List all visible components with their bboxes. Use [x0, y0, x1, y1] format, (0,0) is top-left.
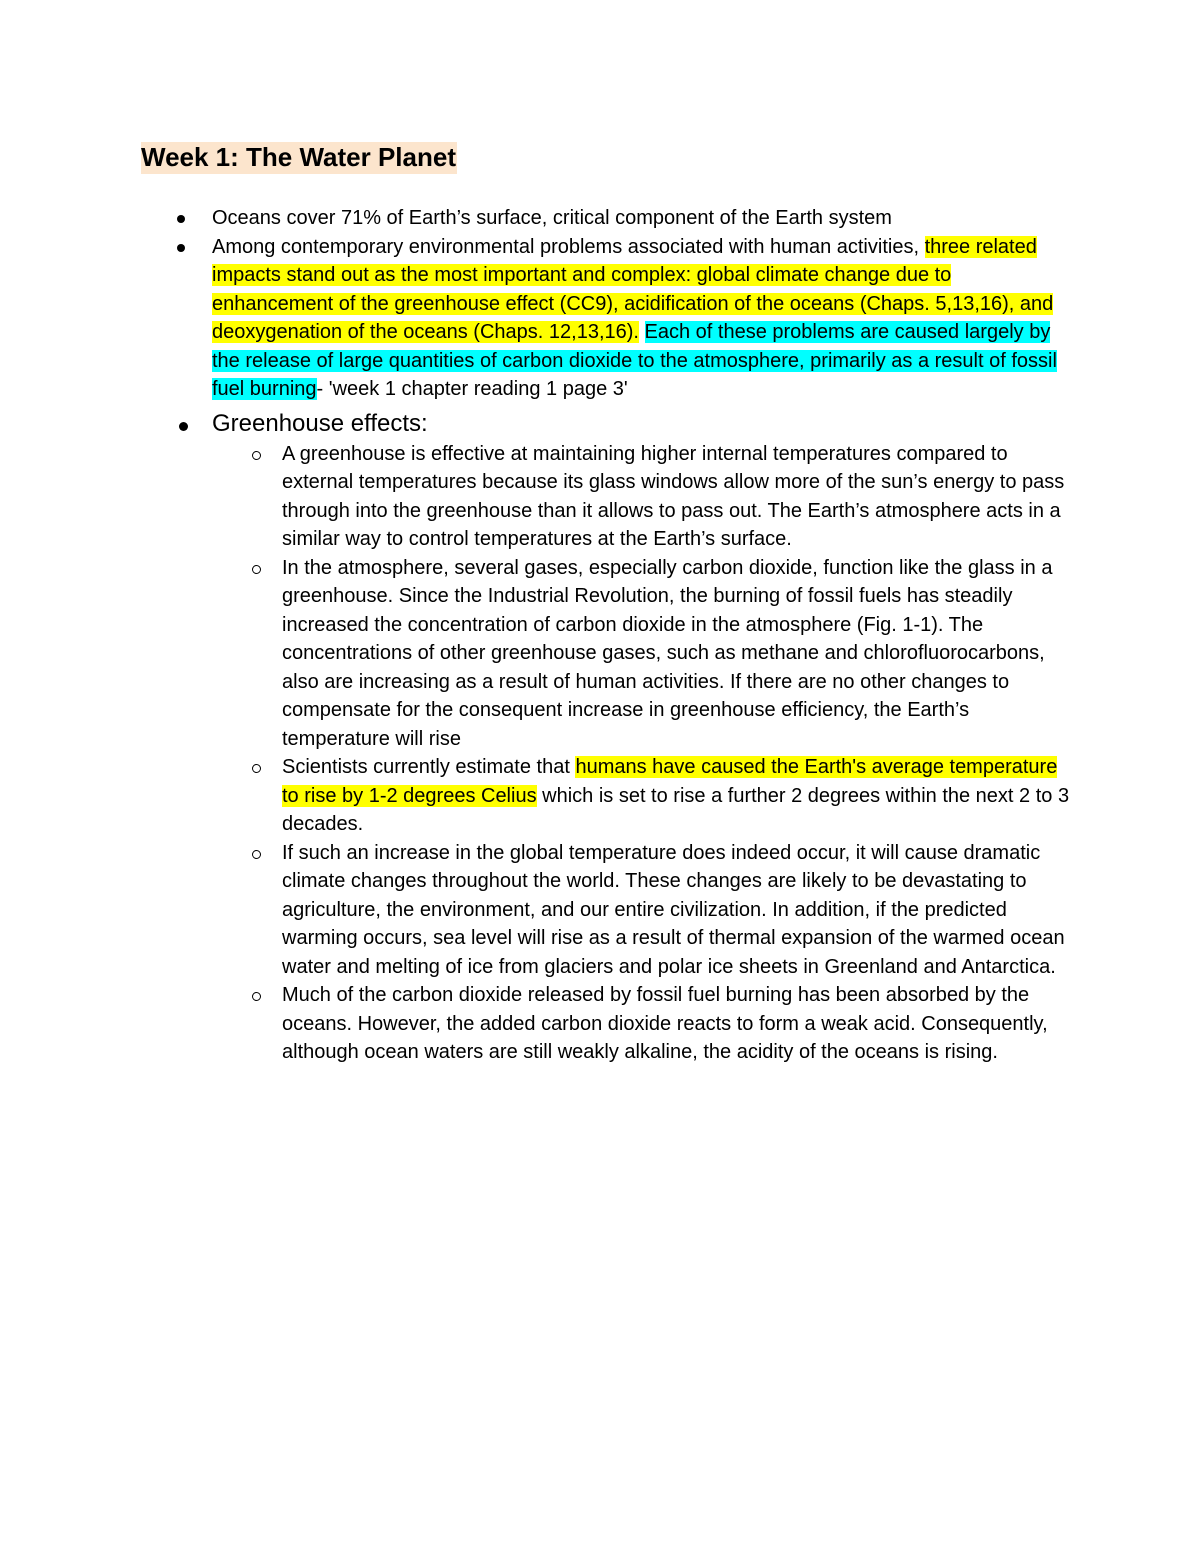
section-heading: Greenhouse effects: [212, 409, 428, 437]
sub-list-item [141, 981, 1071, 1067]
citation-text: - 'week 1 chapter reading 1 page 3' [316, 378, 628, 400]
sub-list-item [141, 554, 1071, 754]
page-title-text: Week 1: The Water Planet [141, 142, 456, 172]
main-bullet-list [141, 204, 1071, 1067]
sub-list-item-text: If such an increase in the global temperature does indeed occur, it will cause dramatic climate changes throughout the world. These changes are likely to be devastating to agriculture, the environment, and our entire civilization. In addition, if the predicted warming occurs, sea level will rise as a result of thermal expansion of the warmed ocean water and melting of ice from glaciers and polar ice sheets in Greenland and Antarctica. [282, 841, 1065, 978]
bullet-disc-icon [177, 244, 185, 252]
sub-bullet-list [141, 440, 1071, 1067]
page-title [141, 139, 457, 175]
bullet-circle-icon [252, 451, 261, 460]
bullet-circle-icon [252, 850, 261, 859]
yellow-highlight-text: humans have caused the Earth's average temperature to rise by 1-2 degrees Celius [282, 756, 1058, 807]
sub-list-item-text: Much of the carbon dioxide released by fossil fuel burning has been absorbed by the oceans. However, the added carbon dioxide reacts to form a weak acid. Consequently, although ocean waters are still weakly alkaline, the acidity of the oceans is rising. [282, 984, 1048, 1063]
list-item-problems [141, 233, 1071, 404]
sub-list-item-text: A greenhouse is effective at maintaining higher internal temperatures compared to external temperatures because its glass windows allow more of the sun’s energy to pass through into the greenhouse than it allows to pass out. The Earth’s atmosphere acts in a similar way to control temperatures at the Earth’s surface. [282, 442, 1065, 550]
cyan-highlight-text: Each of these problems are caused largely by the release of large quantities of carbon dioxide to the atmosphere, primarily as a result of fossil fuel burning [212, 321, 1057, 400]
list-item-greenhouse-effects [141, 408, 1071, 1067]
yellow-highlight-text: three related impacts stand out as the most important and complex: global climate change due to enhancement of the greenhouse effect (CC9), acidification of the oceans (Chaps. 5,13,16), and deoxygenation of the oceans (Chaps. 12,13,16). [212, 235, 1054, 343]
list-item-text: Oceans cover 71% of Earth’s surface, critical component of the Earth system [212, 207, 892, 229]
sub-list-item [141, 753, 1071, 839]
bullet-disc-icon [177, 215, 185, 223]
bullet-circle-icon [252, 764, 261, 773]
bullet-circle-icon [252, 992, 261, 1001]
list-item-oceans [141, 204, 1071, 233]
sub-list-item-text: In the atmosphere, several gases, especially carbon dioxide, function like the glass in a greenhouse. Since the Industrial Revolution, the burning of fossil fuels has steadily increased the concentration of carbon dioxide in the atmosphere (Fig. 1-1). The concentrations of other greenhouse gases, such as methane and chlorofluorocarbons, also are increasing as a result of human activities. If there are no other changes to compensate for the consequent increase in greenhouse efficiency, the Earth’s temperature will rise [282, 556, 1053, 750]
bullet-circle-icon [252, 565, 261, 574]
list-item-text: Among contemporary environmental problems associated with human activities, [212, 235, 925, 258]
sub-list-item [141, 839, 1071, 982]
sub-list-item [141, 440, 1071, 554]
sub-list-item-text: which is set to rise a further 2 degrees within the next 2 to 3 decades. [282, 784, 1070, 835]
bullet-disc-icon [179, 422, 188, 431]
list-item-text [639, 321, 645, 343]
sub-list-item-text: Scientists currently estimate that [282, 756, 576, 778]
